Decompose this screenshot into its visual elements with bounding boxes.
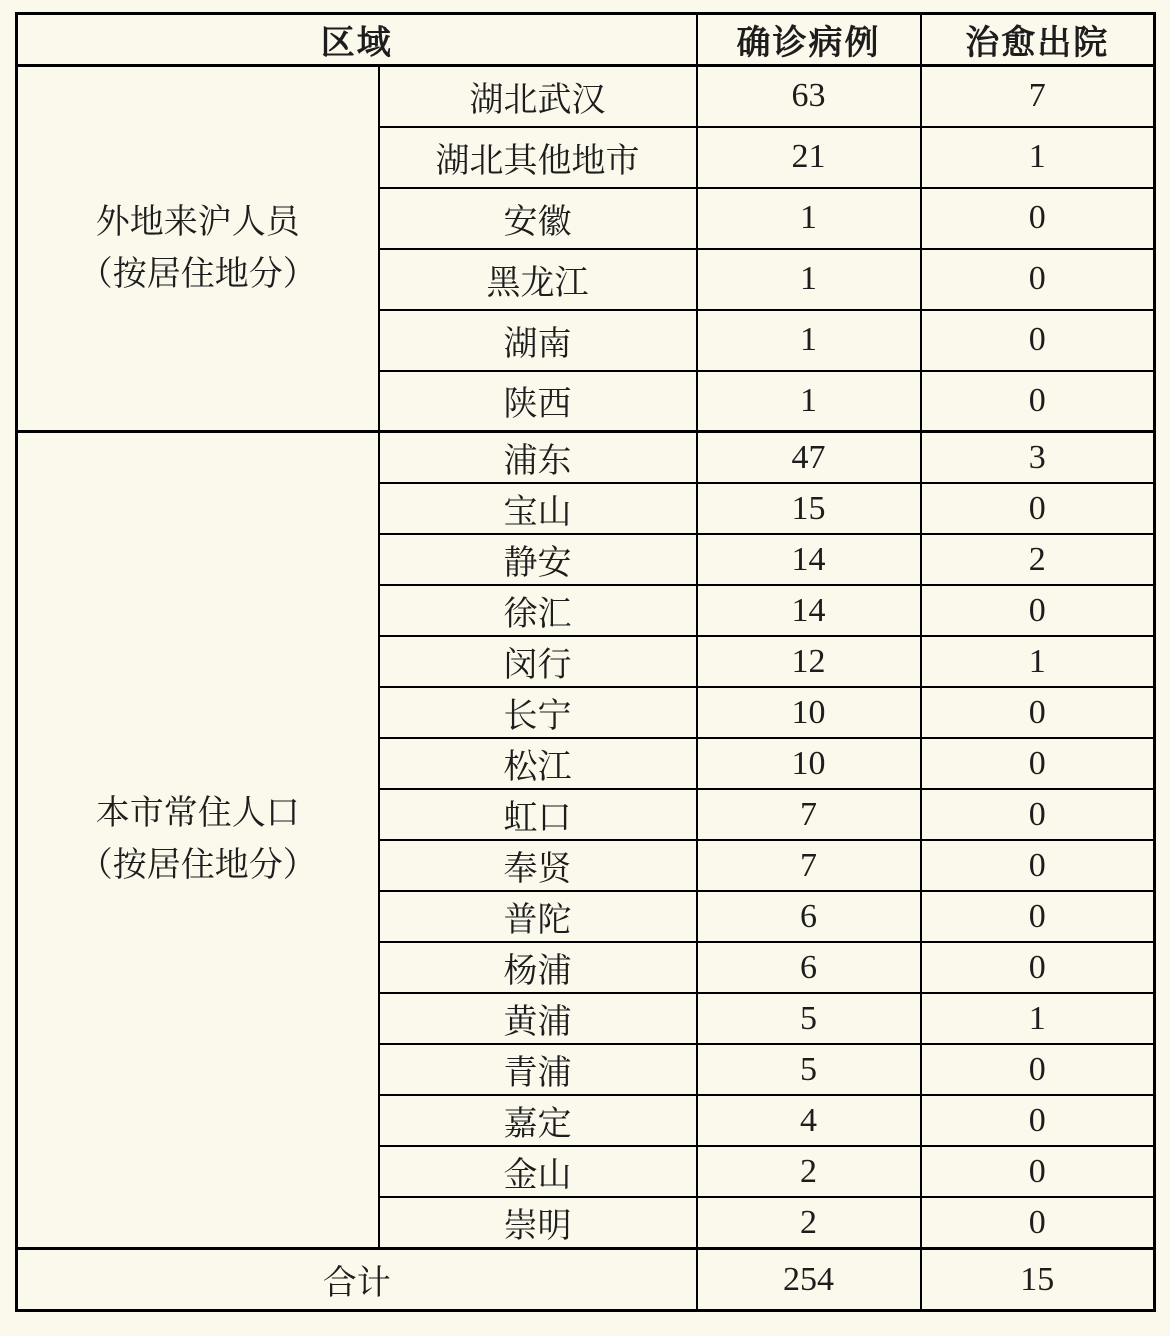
- total-row: [17, 1249, 1155, 1311]
- cured-discharged-cell: 2: [921, 534, 1155, 585]
- confirmed-cases-cell: 47: [697, 432, 921, 484]
- confirmed-cases-cell: 2: [697, 1146, 921, 1197]
- header-cured-discharged: 治愈出院: [921, 14, 1155, 66]
- cured-discharged-cell: 0: [921, 371, 1155, 432]
- cured-discharged-cell: 0: [921, 483, 1155, 534]
- region-cell: 宝山: [379, 483, 697, 534]
- region-cell: 湖南: [379, 310, 697, 371]
- region-cell: 虹口: [379, 789, 697, 840]
- region-cell: 普陀: [379, 891, 697, 942]
- table-row: [17, 432, 1155, 484]
- region-cell: 金山: [379, 1146, 697, 1197]
- confirmed-cases-cell: 63: [697, 66, 921, 127]
- confirmed-cases-cell: 5: [697, 993, 921, 1044]
- region-cell: 闵行: [379, 636, 697, 687]
- region-cell: 黑龙江: [379, 249, 697, 310]
- region-cell: 杨浦: [379, 942, 697, 993]
- confirmed-cases-cell: 7: [697, 789, 921, 840]
- cured-discharged-cell: 0: [921, 1146, 1155, 1197]
- region-cell: 青浦: [379, 1044, 697, 1095]
- confirmed-cases-cell: 7: [697, 840, 921, 891]
- header-region: 区域: [17, 14, 697, 66]
- table-body: [17, 66, 1155, 1249]
- region-cell: 松江: [379, 738, 697, 789]
- header-confirmed-cases: 确诊病例: [697, 14, 921, 66]
- cured-discharged-cell: 0: [921, 585, 1155, 636]
- confirmed-cases-cell: 2: [697, 1197, 921, 1249]
- confirmed-cases-cell: 1: [697, 371, 921, 432]
- group-label-cell: [17, 432, 379, 1249]
- region-cell: 奉贤: [379, 840, 697, 891]
- confirmed-cases-cell: 14: [697, 534, 921, 585]
- cured-discharged-cell: 0: [921, 249, 1155, 310]
- total-label: 合计: [17, 1249, 697, 1311]
- region-cell: 湖北其他地市: [379, 127, 697, 188]
- table-footer: [17, 1249, 1155, 1311]
- region-cell: 湖北武汉: [379, 66, 697, 127]
- table-header: [17, 14, 1155, 66]
- confirmed-cases-cell: 1: [697, 310, 921, 371]
- cured-discharged-cell: 0: [921, 891, 1155, 942]
- confirmed-cases-cell: 10: [697, 738, 921, 789]
- cured-discharged-cell: 0: [921, 789, 1155, 840]
- confirmed-cases-cell: 6: [697, 891, 921, 942]
- region-cell: 崇明: [379, 1197, 697, 1249]
- group-label-line1: 外地来沪人员: [95, 203, 300, 241]
- region-cell: 浦东: [379, 432, 697, 484]
- cured-discharged-cell: 1: [921, 636, 1155, 687]
- cured-discharged-cell: 0: [921, 942, 1155, 993]
- region-cell: 徐汇: [379, 585, 697, 636]
- confirmed-cases-cell: 5: [697, 1044, 921, 1095]
- cured-discharged-cell: 0: [921, 310, 1155, 371]
- confirmed-cases-cell: 14: [697, 585, 921, 636]
- confirmed-cases-cell: 10: [697, 687, 921, 738]
- cured-discharged-cell: 3: [921, 432, 1155, 484]
- group-label-line2: （按居住地分）: [78, 255, 317, 293]
- region-cell: 陕西: [379, 371, 697, 432]
- confirmed-cases-cell: 1: [697, 249, 921, 310]
- confirmed-cases-cell: 15: [697, 483, 921, 534]
- cured-discharged-cell: 0: [921, 188, 1155, 249]
- total-cured: 15: [921, 1249, 1155, 1311]
- cured-discharged-cell: 0: [921, 738, 1155, 789]
- confirmed-cases-cell: 12: [697, 636, 921, 687]
- region-cell: 安徽: [379, 188, 697, 249]
- region-cell: 黄浦: [379, 993, 697, 1044]
- group-label-cell: [17, 66, 379, 432]
- total-confirmed: 254: [697, 1249, 921, 1311]
- table-row: [17, 66, 1155, 127]
- cured-discharged-cell: 1: [921, 127, 1155, 188]
- cured-discharged-cell: 0: [921, 1095, 1155, 1146]
- cured-discharged-cell: 0: [921, 1044, 1155, 1095]
- header-row: [17, 14, 1155, 66]
- region-statistics-table: [15, 12, 1156, 1312]
- cured-discharged-cell: 0: [921, 687, 1155, 738]
- cured-discharged-cell: 0: [921, 840, 1155, 891]
- cured-discharged-cell: 1: [921, 993, 1155, 1044]
- region-cell: 嘉定: [379, 1095, 697, 1146]
- region-cell: 长宁: [379, 687, 697, 738]
- group-label-line2: （按居住地分）: [78, 847, 317, 884]
- cured-discharged-cell: 7: [921, 66, 1155, 127]
- cured-discharged-cell: 0: [921, 1197, 1155, 1249]
- confirmed-cases-cell: 21: [697, 127, 921, 188]
- confirmed-cases-cell: 4: [697, 1095, 921, 1146]
- confirmed-cases-cell: 1: [697, 188, 921, 249]
- group-label-line1: 本市常住人口: [95, 795, 300, 832]
- confirmed-cases-cell: 6: [697, 942, 921, 993]
- region-cell: 静安: [379, 534, 697, 585]
